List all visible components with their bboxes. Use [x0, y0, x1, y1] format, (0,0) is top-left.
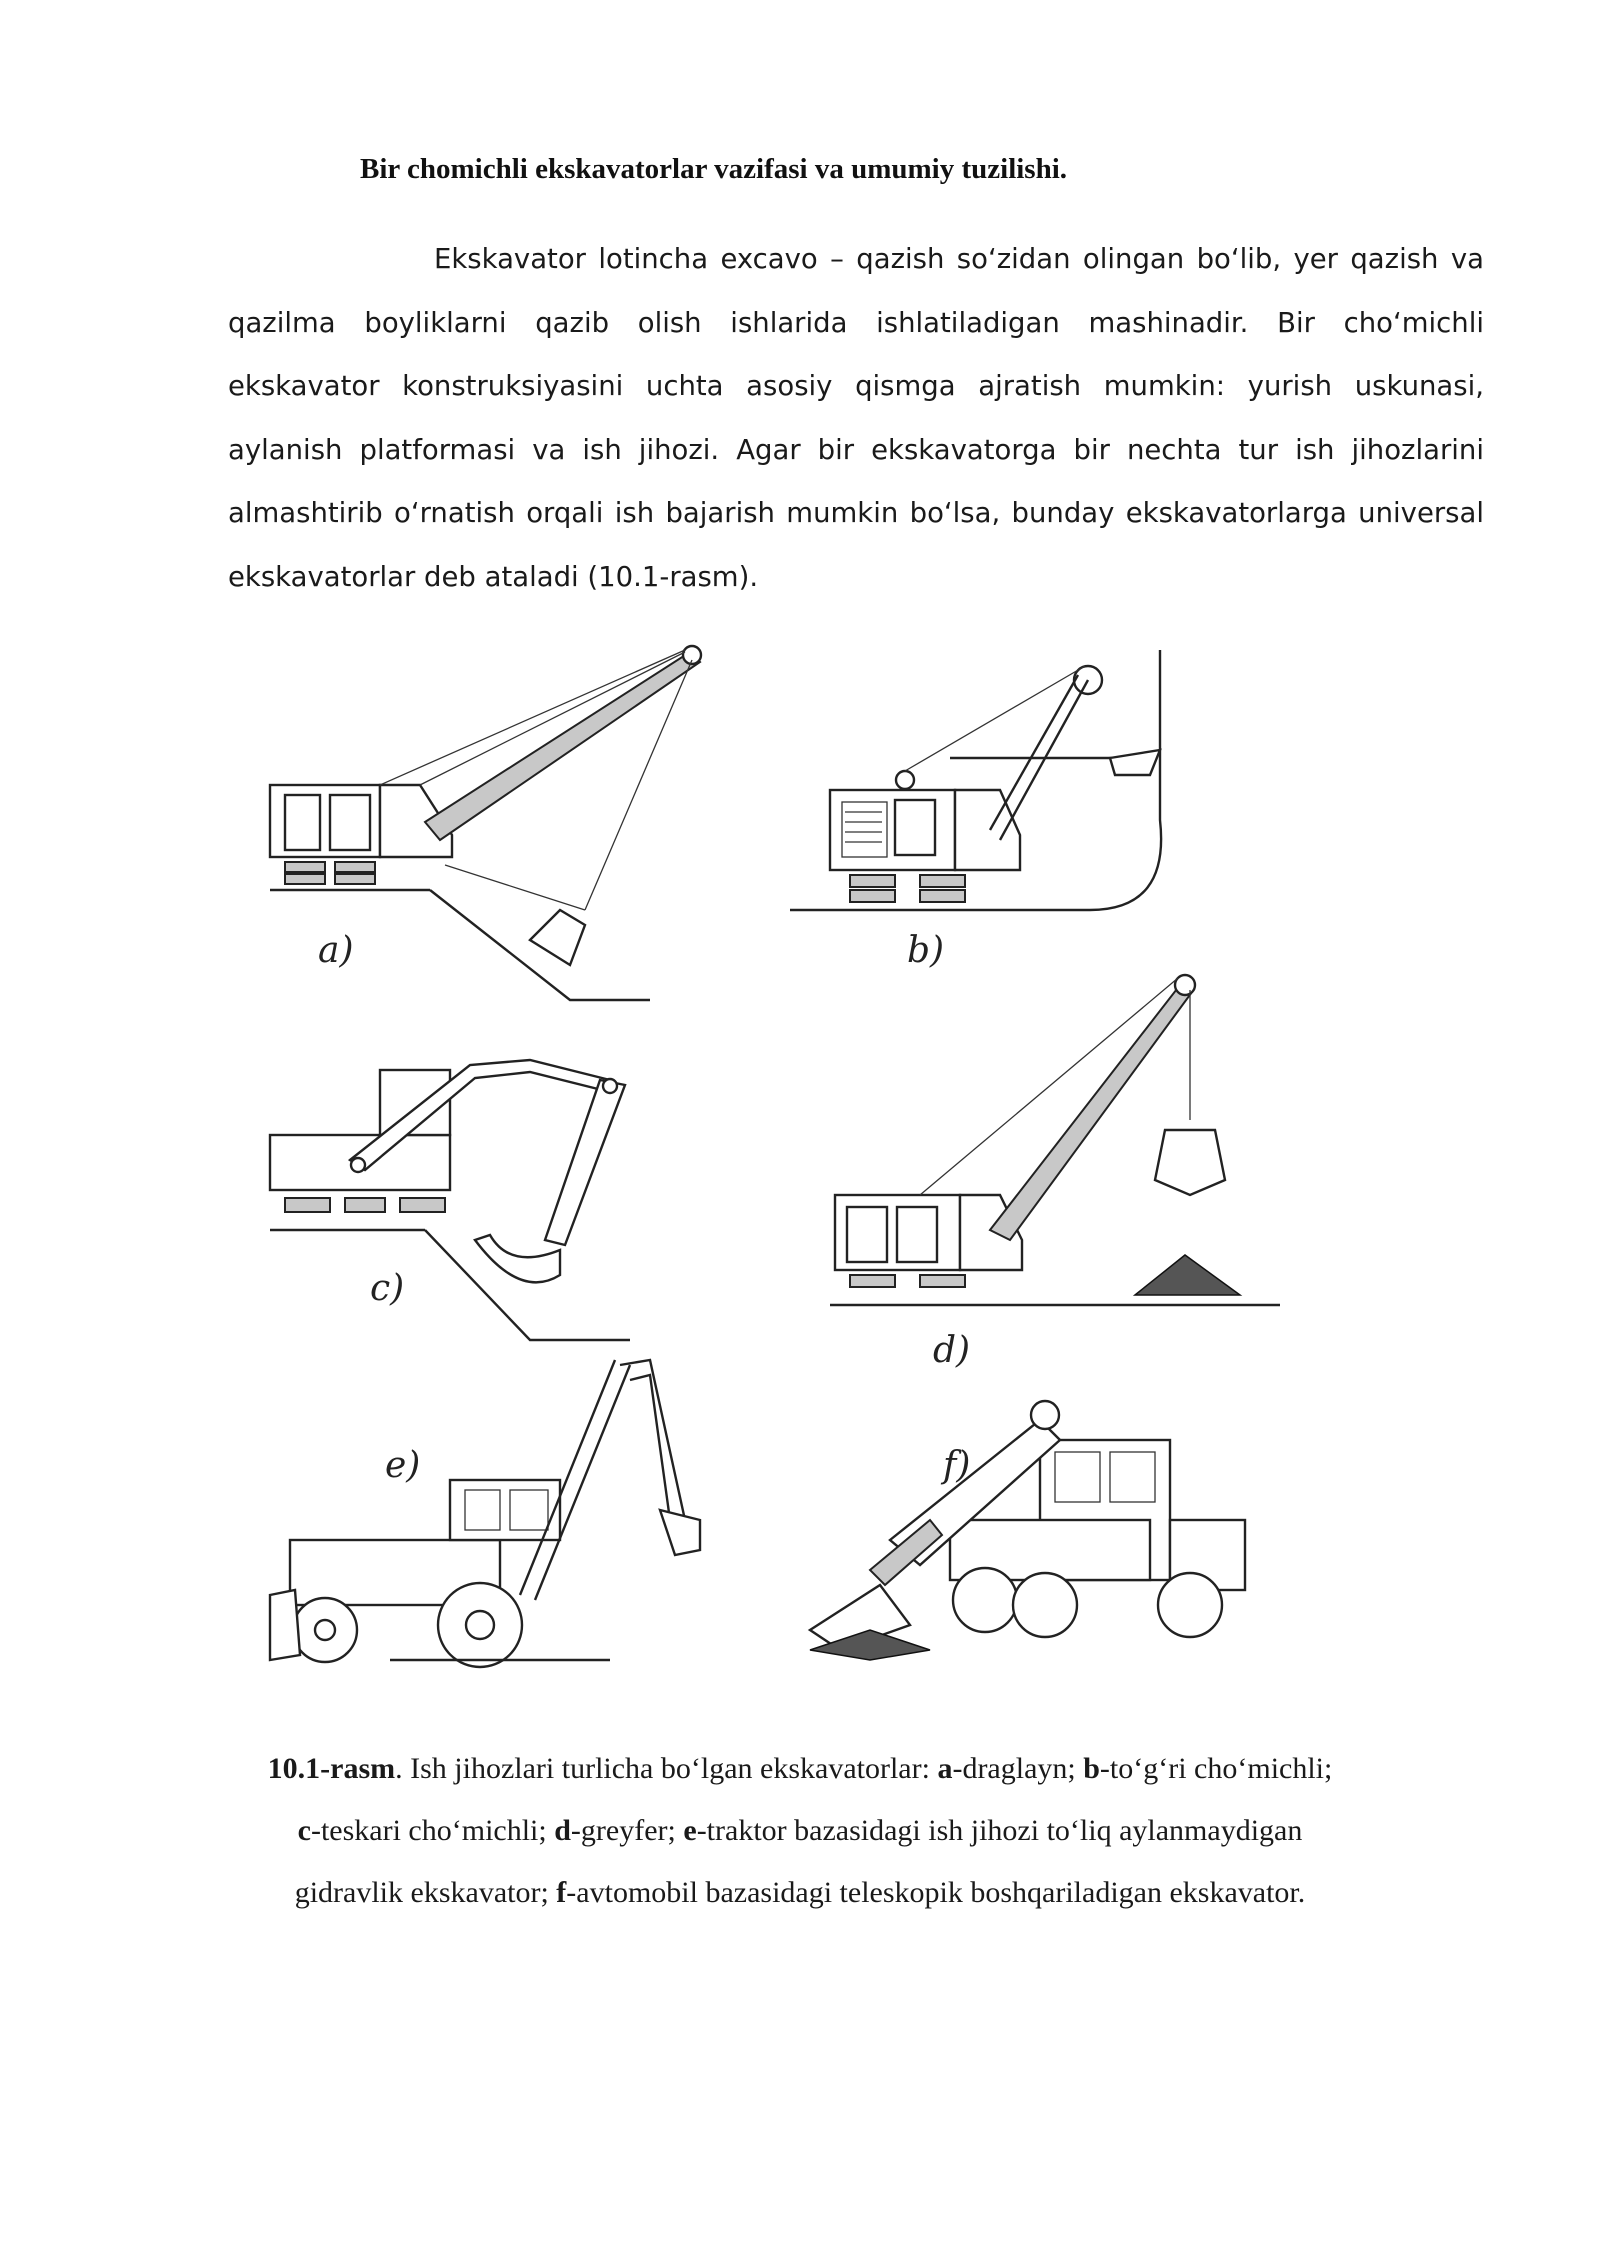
panel-label-e: e) [385, 1445, 421, 1486]
paragraph-line: ekskavator konstruksiyasini uchta asosiy qismga ajratish mumkin: yurish uskunasi, [228, 370, 1484, 402]
caption-key-e: e [683, 1814, 697, 1847]
caption-text: . Ish jihozlari turlicha bo‘lgan ekskavatorlar: [395, 1752, 938, 1785]
caption-key-c: c [297, 1814, 311, 1847]
section-heading: Bir chomichli ekskavatorlar vazifasi va umumiy tuzilishi. [360, 153, 1068, 185]
caption-key-a: a [937, 1752, 953, 1785]
front-shovel-drawing [790, 650, 1161, 910]
caption-key-d: d [554, 1814, 571, 1847]
paragraph-line: Ekskavator lotincha excavo – qazish so‘zidan olingan bo‘lib, yer qazish va [434, 243, 1484, 275]
caption-text: -teskari cho‘michli; [310, 1814, 555, 1847]
caption-text: -to‘g‘ri cho‘michli; [1099, 1752, 1333, 1785]
grab-drawing [830, 975, 1280, 1305]
caption-key-f: f [556, 1876, 567, 1909]
paragraph-line: aylanish platformasi va ish jihozi. Agar bir ekskavatorga bir nechta tur ish jihozlarini [228, 433, 1484, 466]
caption-key-b: b [1083, 1752, 1100, 1785]
caption-text: -avtomobil bazasidagi teleskopik boshqariladigan ekskavator. [566, 1876, 1306, 1909]
caption-line-2 [200, 1800, 1400, 1862]
panel-label-f: f) [943, 1445, 971, 1486]
caption-text: -greyfer; [570, 1814, 684, 1847]
panel-label-b: b) [907, 930, 945, 971]
figure-caption [200, 1738, 1400, 1924]
backhoe-drawing [270, 1060, 630, 1340]
paragraph-line: ekskavatorlar deb ataladi (10.1-rasm). [228, 560, 759, 593]
excavator-figure [230, 640, 1310, 1715]
panel-label-c: c) [370, 1268, 405, 1309]
paragraph-line: almashtirib o‘rnatish orqali ish bajarish mumkin bo‘lsa, bunday ekskavatorlarga universal [228, 497, 1484, 529]
body-paragraph [228, 228, 1484, 609]
panel-label-d: d) [933, 1330, 971, 1371]
excavator-illustrations [230, 640, 1310, 1715]
caption-text: gidravlik ekskavator; [294, 1876, 557, 1909]
caption-text: -draglayn; [952, 1752, 1084, 1785]
panel-label-a: a) [318, 930, 354, 971]
caption-figure-ref: 10.1-rasm [267, 1752, 396, 1785]
tractor-excavator-drawing [270, 1360, 700, 1667]
caption-text: -traktor bazasidagi ish jihozi to‘liq aylanmaydigan [696, 1814, 1303, 1847]
caption-line-1 [200, 1738, 1400, 1800]
caption-line-3 [200, 1862, 1400, 1924]
telescopic-excavator-drawing [810, 1401, 1245, 1660]
paragraph-line: qazilma boyliklarni qazib olish ishlarida ishlatiladigan mashinadir. Bir cho‘michli [228, 306, 1484, 339]
